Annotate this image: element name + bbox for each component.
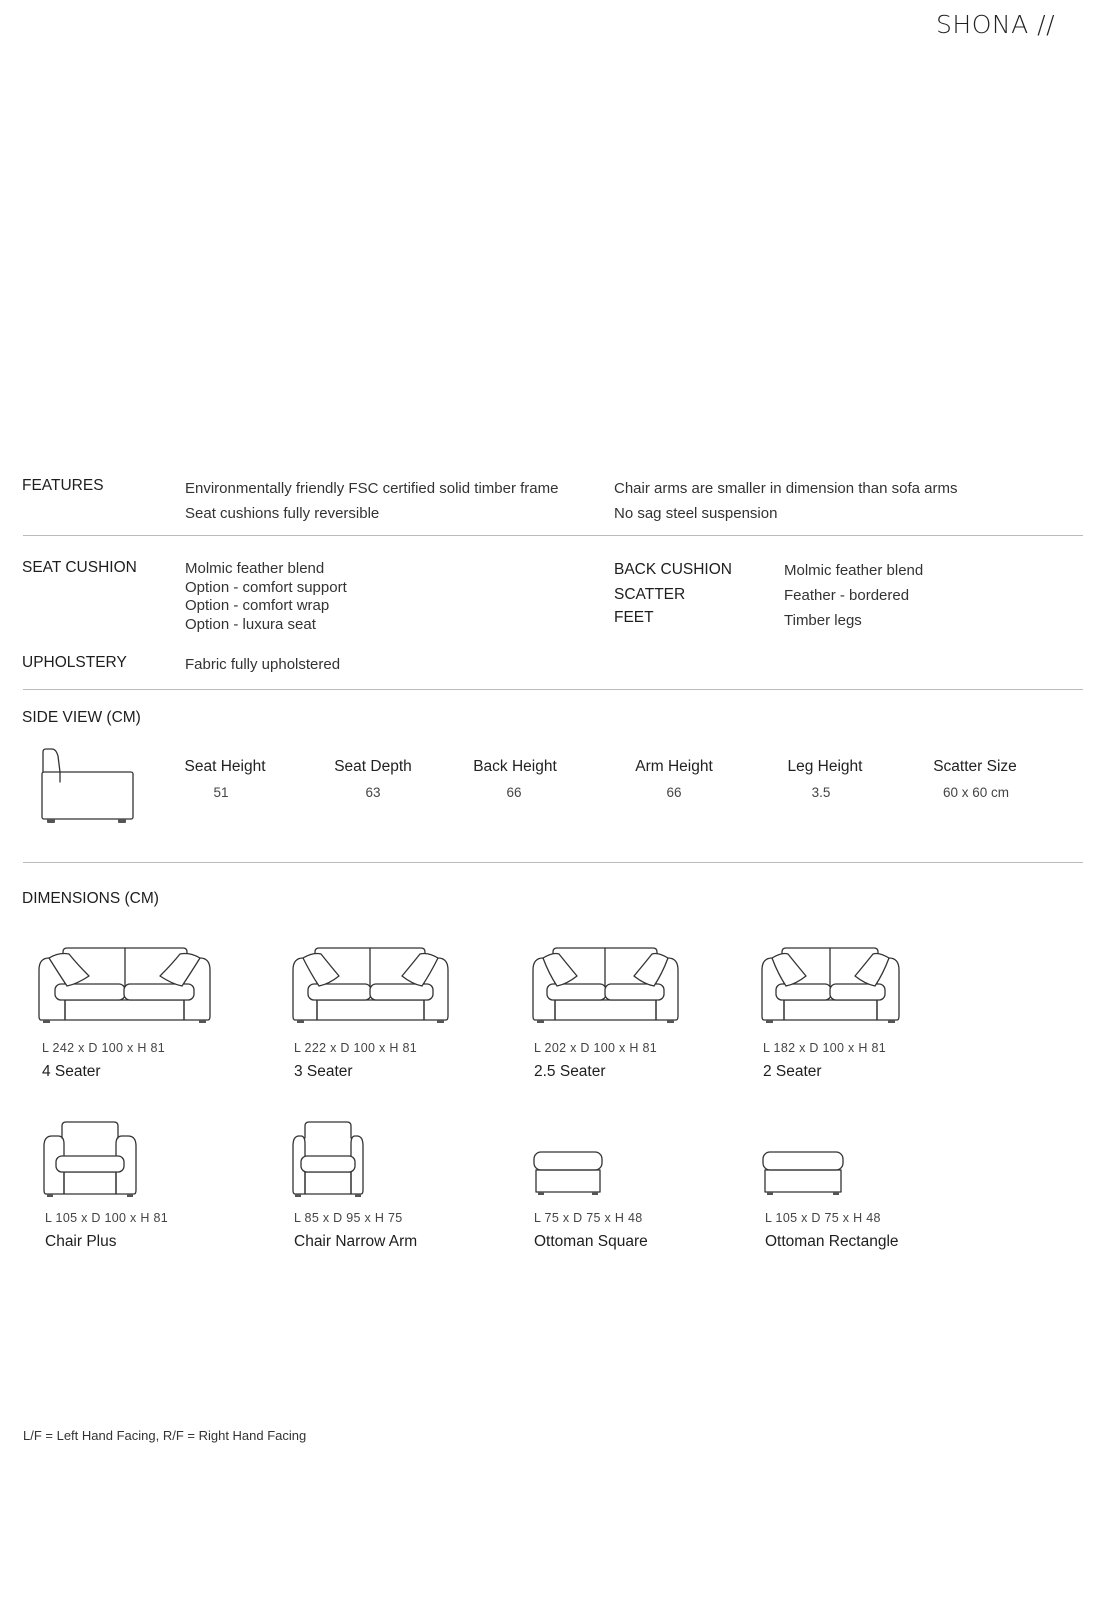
feet-value: Timber legs [784, 612, 862, 629]
upholstery-label: UPHOLSTERY [22, 654, 127, 671]
feature-text: No sag steel suspension [614, 505, 778, 522]
chair-plus-icon [42, 1120, 138, 1198]
four-seater-sofa-icon [37, 944, 212, 1024]
seat-cushion-value: Option - comfort wrap [185, 597, 330, 614]
side-view-header: Back Height [473, 758, 557, 775]
ottoman-rectangle-icon [761, 1150, 845, 1198]
seat-cushion-value: Molmic feather blend [185, 560, 325, 577]
product-dimensions: L 242 x D 100 x H 81 [42, 1041, 165, 1055]
product-dimensions: L 222 x D 100 x H 81 [294, 1041, 417, 1055]
side-view-header: Leg Height [787, 758, 863, 775]
back-cushion-value: Molmic feather blend [784, 562, 924, 579]
product-name: 3 Seater [294, 1063, 353, 1080]
side-view-value: 51 [213, 785, 229, 800]
back-cushion-label: BACK CUSHION [614, 561, 732, 578]
three-seater-sofa-icon [291, 944, 451, 1024]
product-dimensions: L 105 x D 75 x H 48 [765, 1211, 881, 1225]
side-view-header: Scatter Size [933, 758, 1017, 775]
side-view-value: 3.5 [811, 785, 831, 800]
section-divider [23, 689, 1083, 690]
side-view-value: 63 [365, 785, 381, 800]
product-name: Chair Plus [45, 1233, 117, 1250]
feet-label: FEET [614, 609, 654, 626]
side-view-header: Arm Height [635, 758, 713, 775]
dimensions-label: DIMENSIONS (CM) [22, 890, 159, 907]
product-name: 4 Seater [42, 1063, 101, 1080]
product-name: Chair Narrow Arm [294, 1233, 418, 1250]
feature-text: Chair arms are smaller in dimension than sofa arms [614, 480, 958, 497]
product-name: 2 Seater [763, 1063, 822, 1080]
brand-title: SHONA // [936, 10, 1055, 39]
product-dimensions: L 85 x D 95 x H 75 [294, 1211, 403, 1225]
sofa-side-view-icon [38, 748, 138, 828]
feature-text: Environmentally friendly FSC certified solid timber frame [185, 480, 559, 497]
seat-cushion-value: Option - comfort support [185, 579, 347, 596]
side-view-value: 60 x 60 cm [942, 785, 1010, 800]
side-view-value: 66 [506, 785, 522, 800]
two-and-half-seater-sofa-icon [531, 944, 681, 1024]
scatter-value: Feather - bordered [784, 587, 910, 604]
ottoman-square-icon [532, 1150, 604, 1198]
product-dimensions: L 202 x D 100 x H 81 [534, 1041, 657, 1055]
side-view-label: SIDE VIEW (CM) [22, 709, 141, 726]
two-seater-sofa-icon [760, 944, 902, 1024]
section-divider [23, 535, 1083, 536]
product-name: 2.5 Seater [534, 1063, 606, 1080]
chair-narrow-arm-icon [291, 1120, 365, 1198]
product-name: Ottoman Square [534, 1233, 648, 1250]
features-label: FEATURES [22, 477, 104, 494]
side-view-value: 66 [666, 785, 682, 800]
product-dimensions: L 75 x D 75 x H 48 [534, 1211, 643, 1225]
scatter-label: SCATTER [614, 586, 686, 603]
seat-cushion-value: Option - luxura seat [185, 616, 316, 633]
product-dimensions: L 182 x D 100 x H 81 [763, 1041, 886, 1055]
product-name: Ottoman Rectangle [765, 1233, 899, 1250]
side-view-header: Seat Height [184, 758, 266, 775]
side-view-header: Seat Depth [334, 758, 412, 775]
section-divider [23, 862, 1083, 863]
product-dimensions: L 105 x D 100 x H 81 [45, 1211, 168, 1225]
footnote: L/F = Left Hand Facing, R/F = Right Hand Facing [23, 1428, 307, 1443]
feature-text: Seat cushions fully reversible [185, 505, 380, 522]
upholstery-value: Fabric fully upholstered [185, 656, 341, 673]
seat-cushion-label: SEAT CUSHION [22, 559, 137, 576]
